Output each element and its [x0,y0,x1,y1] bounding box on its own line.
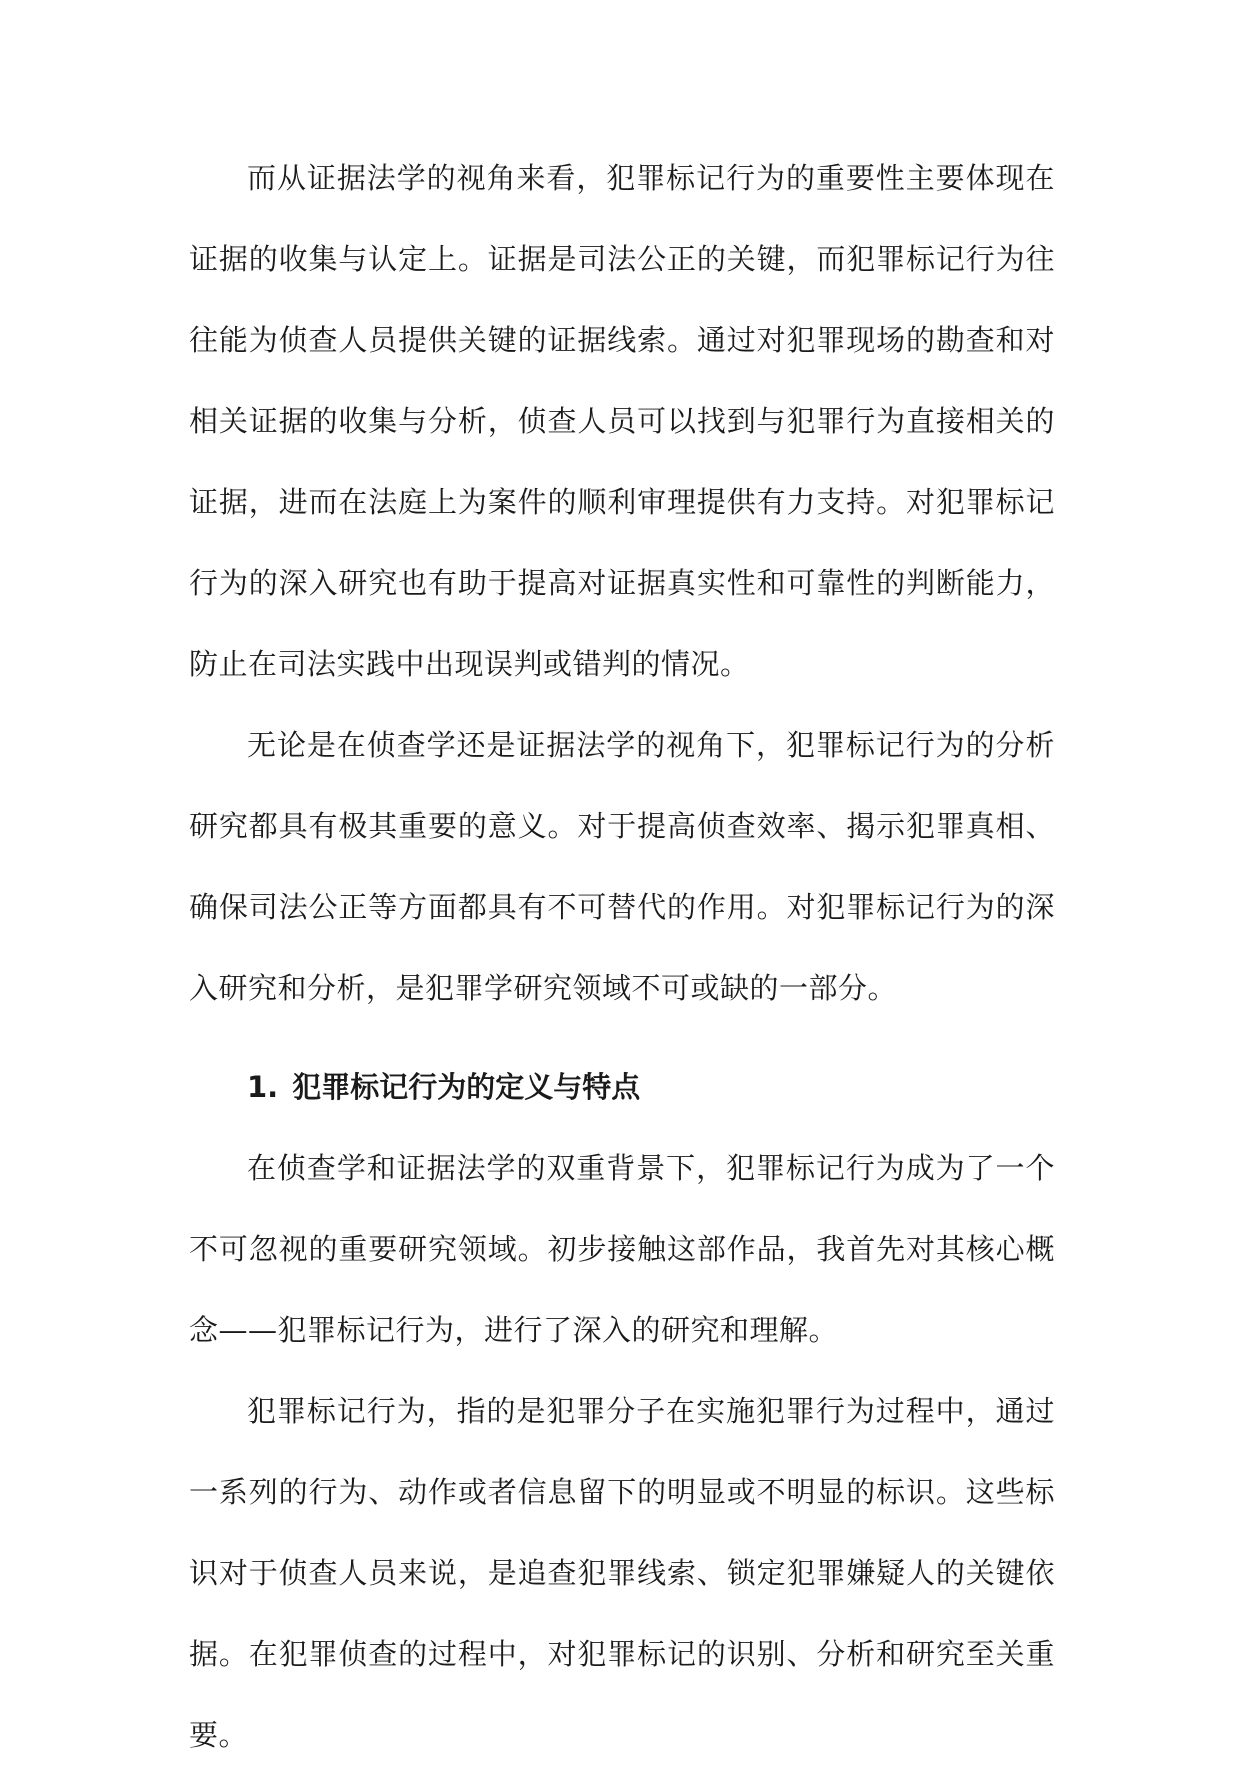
section-number: 1. [247,1070,279,1104]
body-paragraph: 而从证据法学的视角来看，犯罪标记行为的重要性主要体现在证据的收集与认定上。证据是司法公正的关键，而犯罪标记行为往往能为侦查人员提供关键的证据线索。通过对犯罪现场的勘查和对相关证据的收集与分析，侦查人员可以找到与犯罪行为直接相关的证据，进而在法庭上为案件的顺利审理提供有力支持。对犯罪标记行为的深入研究也有助于提高对证据真实性和可靠性的判断能力，防止在司法实践中出现误判或错判的情况。 [189,161,1055,681]
body-paragraph: 犯罪标记行为，指的是犯罪分子在实施犯罪行为过程中，通过一系列的行为、动作或者信息留下的明显或不明显的标识。这些标识对于侦查人员来说，是追查犯罪线索、锁定犯罪嫌疑人的关键依据。在犯罪侦查的过程中，对犯罪标记的识别、分析和研究至关重要。 [189,1394,1055,1752]
document-page [189,138,1055,1776]
section-title: 犯罪标记行为的定义与特点 [292,1070,641,1104]
section-heading [189,1029,1055,1128]
body-paragraph: 在侦查学和证据法学的双重背景下，犯罪标记行为成为了一个不可忽视的重要研究领域。初步接触这部作品，我首先对其核心概念——犯罪标记行为，进行了深入的研究和理解。 [189,1151,1055,1347]
body-paragraph: 无论是在侦查学还是证据法学的视角下，犯罪标记行为的分析研究都具有极其重要的意义。对于提高侦查效率、揭示犯罪真相、确保司法公正等方面都具有不可替代的作用。对犯罪标记行为的深入研究和分析，是犯罪学研究领域不可或缺的一部分。 [189,728,1055,1005]
